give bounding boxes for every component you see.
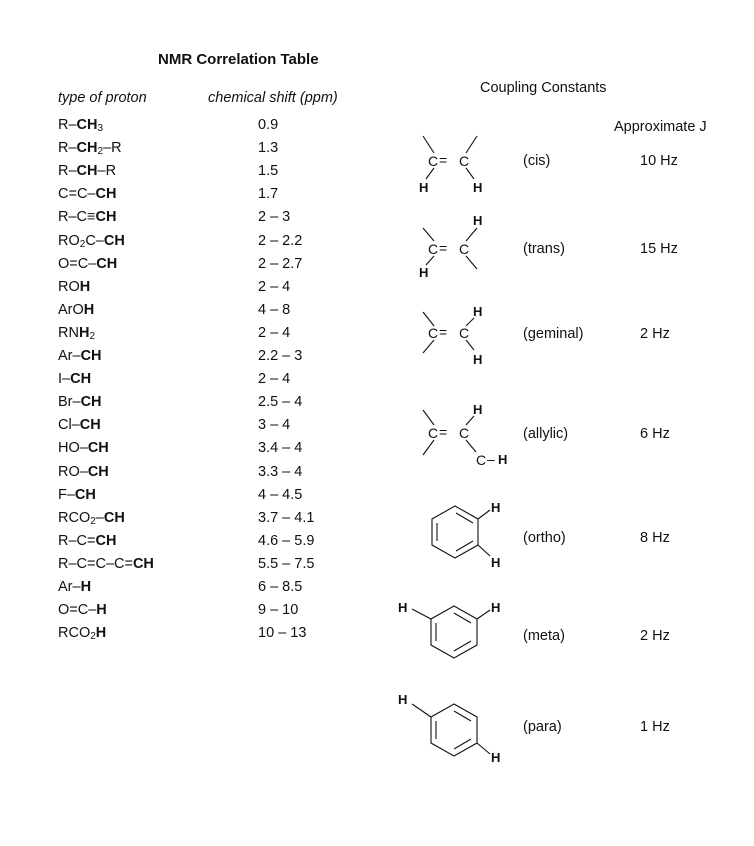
chemical-shift-value: 1.5 <box>258 163 279 180</box>
chemical-shift-value: 3.3 – 4 <box>258 463 303 480</box>
proton-type-label: Ar–CH <box>58 348 102 364</box>
proton-type-label: HO–CH <box>58 440 109 457</box>
coupling-name-allylic: (allylic) <box>523 426 569 442</box>
proton-type-label: $RCO_2-CH$ <box>58 509 125 527</box>
chemical-shift-value: 2 – 2.2 <box>258 232 303 249</box>
proton-type-label: O=C–H <box>58 602 107 619</box>
proton-type-label: C=C–CH <box>58 186 117 203</box>
chemical-shift-value: 4.6 – 5.9 <box>258 532 315 549</box>
chemical-shift-value: 3.4 – 4 <box>258 440 303 457</box>
column-header-type: type of proton <box>58 90 147 106</box>
cis-carbon-1: C <box>428 153 439 169</box>
para-benzene-ring <box>412 704 490 756</box>
trans-carbon-1: C <box>428 241 439 257</box>
allylic-carbon-3: C <box>476 452 487 468</box>
chemical-shift-value: 2 – 4 <box>258 324 291 341</box>
coupling-j-allylic: 6 Hz <box>640 426 670 442</box>
chemical-shift-value: 2 – 2.7 <box>258 255 303 272</box>
chemical-shift-value: 2 – 4 <box>258 371 291 388</box>
geminal-carbon-2: C <box>459 325 470 341</box>
cis-double-bond: = <box>439 152 448 168</box>
cis-h-2: H <box>473 180 483 195</box>
ortho-benzene-ring <box>432 506 490 558</box>
proton-type-label: R–C=CH <box>58 532 117 549</box>
geminal-double-bond: = <box>439 324 448 340</box>
coupling-name-cis: (cis) <box>523 153 551 169</box>
coupling-name-ortho: (ortho) <box>523 530 566 546</box>
coupling-name-trans: (trans) <box>523 241 565 257</box>
meta-h-1: H <box>398 600 408 615</box>
chemical-shift-value: 6 – 8.5 <box>258 579 303 595</box>
coupling-j-ortho: 8 Hz <box>640 530 670 546</box>
proton-type-label: R–C≡CH <box>58 209 117 226</box>
trans-carbon-2: C <box>459 241 470 257</box>
trans-h-2: H <box>419 265 429 280</box>
chemical-shift-value: 2 – 3 <box>258 209 291 226</box>
geminal-h-2: H <box>473 352 483 367</box>
proton-type-label: R–CH–R <box>58 163 117 180</box>
proton-type-label: $RCO_2H$ <box>58 625 107 643</box>
coupling-j-para: 1 Hz <box>640 719 670 735</box>
chemical-shift-value: 3.7 – 4.1 <box>258 509 315 526</box>
cis-h-1: H <box>419 180 429 195</box>
proton-type-label: $R-CH_3$ <box>58 117 104 134</box>
geminal-h-1: H <box>473 304 483 319</box>
proton-type-label: $RNH_2$ <box>58 324 95 342</box>
chemical-shift-value: 9 – 10 <box>258 602 299 619</box>
coupling-name-para: (para) <box>523 719 562 735</box>
coupling-subheader: Approximate J <box>614 119 707 135</box>
page-title: NMR Correlation Table <box>158 51 319 68</box>
cis-carbon-2: C <box>459 153 470 169</box>
proton-type-label: Ar–H <box>58 579 92 595</box>
allylic-single-bond: – <box>487 451 495 467</box>
proton-type-label: O=C–CH <box>58 255 118 272</box>
chemical-shift-value: 1.3 <box>258 140 279 157</box>
chemical-shift-value: 4 – 8 <box>258 301 291 318</box>
allylic-h-1: H <box>473 402 483 417</box>
allylic-carbon-2: C <box>459 425 470 441</box>
proton-type-label: R–C=C–C=CH <box>58 555 154 572</box>
chemical-shift-value: 0.9 <box>258 117 279 133</box>
ortho-h-2: H <box>491 555 501 570</box>
proton-type-label: F–CH <box>58 486 96 503</box>
proton-type-label: ArOH <box>58 301 95 318</box>
chemical-shift-value: 2.2 – 3 <box>258 348 303 364</box>
allylic-h-2: H <box>498 452 508 467</box>
geminal-carbon-1: C <box>428 325 439 341</box>
coupling-j-cis: 10 Hz <box>640 153 678 169</box>
chemical-shift-value: 2.5 – 4 <box>258 394 303 411</box>
coupling-title: Coupling Constants <box>480 80 607 96</box>
proton-type-label: Br–CH <box>58 394 102 411</box>
allylic-carbon-1: C <box>428 425 439 441</box>
coupling-j-meta: 2 Hz <box>640 628 670 644</box>
meta-benzene-ring <box>412 606 490 658</box>
chemical-shift-value: 4 – 4.5 <box>258 486 303 503</box>
trans-double-bond: = <box>439 240 448 256</box>
coupling-j-trans: 15 Hz <box>640 241 678 257</box>
coupling-name-geminal: (geminal) <box>523 326 584 342</box>
meta-h-2: H <box>491 600 501 615</box>
chemical-shift-value: 2 – 4 <box>258 278 291 295</box>
proton-type-label: ROH <box>58 278 91 295</box>
proton-type-label: RO–CH <box>58 463 109 480</box>
chemical-shift-value: 10 – 13 <box>258 625 307 642</box>
proton-type-label: Cl–CH <box>58 417 101 434</box>
proton-type-label: $RO_2C-CH$ <box>58 232 125 250</box>
chemical-shift-value: 1.7 <box>258 186 279 203</box>
chemical-shift-value: 5.5 – 7.5 <box>258 555 315 572</box>
chemical-shift-value: 3 – 4 <box>258 417 291 434</box>
allylic-double-bond: = <box>439 424 448 440</box>
ortho-h-1: H <box>491 500 501 515</box>
proton-type-label: $R-CH_2-R$ <box>58 140 122 158</box>
para-h-2: H <box>491 750 501 765</box>
para-h-1: H <box>398 692 408 707</box>
proton-type-label: I–CH <box>58 371 92 388</box>
trans-h-1: H <box>473 213 483 228</box>
coupling-name-meta: (meta) <box>523 628 565 644</box>
coupling-j-geminal: 2 Hz <box>640 326 670 342</box>
column-header-shift: chemical shift (ppm) <box>208 90 338 106</box>
